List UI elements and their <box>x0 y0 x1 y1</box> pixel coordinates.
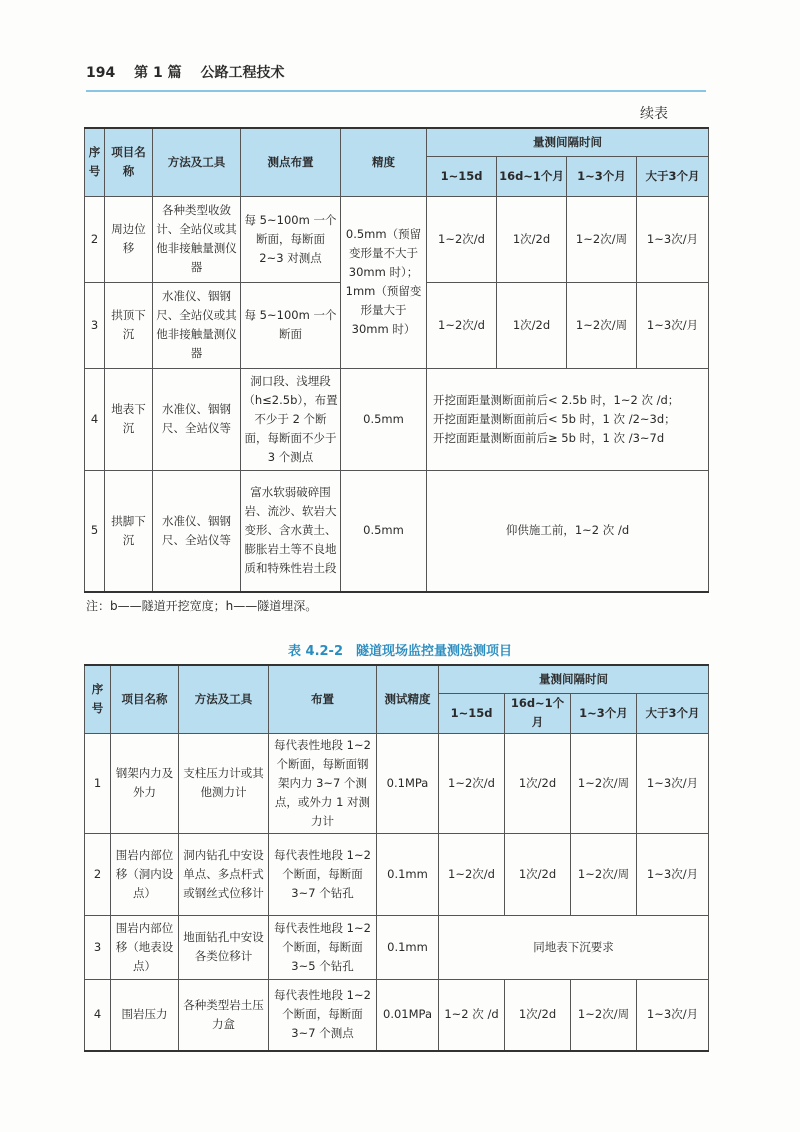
page-number: 194 <box>86 65 116 81</box>
merged-interval: 同地表下沉要求 <box>439 915 709 979</box>
row-precision: 0.01MPa <box>377 979 439 1051</box>
row-no: 4 <box>85 368 105 470</box>
row-method: 水准仪、铟钢尺、全站仪等 <box>153 470 241 592</box>
row-interval-4: 1~3次/月 <box>637 282 709 368</box>
row-no: 5 <box>85 470 105 592</box>
row-method: 各种类型岩土压力盒 <box>179 979 269 1051</box>
header-points: 布置 <box>269 665 377 733</box>
row-no: 3 <box>85 282 105 368</box>
row-interval-4: 1~3次/月 <box>637 733 709 833</box>
merged-interval <box>427 368 709 470</box>
merged-line: 开挖面距量测断面前后< 2.5b 时，1~2 次 /d； <box>433 392 680 407</box>
row-points: 每代表性地段 1~2 个断面，每断面 3~7 个测点 <box>269 979 377 1051</box>
row-interval-2: 1次/2d <box>505 979 571 1051</box>
header-precision: 精度 <box>341 128 427 196</box>
merged-line: 开挖面距量测断面前后≥ 5b 时，1 次 /3~7d <box>433 430 665 445</box>
row-no: 4 <box>85 979 111 1051</box>
section-title: 公路工程技术 <box>200 65 285 81</box>
row-method: 洞内钻孔中安设单点、多点杆式或钢丝式位移计 <box>179 833 269 915</box>
row-item: 围岩压力 <box>111 979 179 1051</box>
row-item: 围岩内部位移（地表设点） <box>111 915 179 979</box>
header-method: 方法及工具 <box>153 128 241 196</box>
row-interval-1: 1~2次/d <box>427 282 497 368</box>
row-interval-1: 1~2 次 /d <box>439 979 505 1051</box>
row-interval-3: 1~2次/周 <box>567 282 637 368</box>
row-interval-2: 1次/2d <box>505 733 571 833</box>
row-points: 洞口段、浅埋段（h≤2.5b），布置不少于 2 个断面，每断面不少于 3 个测点 <box>241 368 341 470</box>
row-item: 拱脚下沉 <box>105 470 153 592</box>
header-interval-4: 大于3个月 <box>637 693 709 733</box>
header-interval-1: 1~15d <box>427 156 497 196</box>
table-note: 注：b——隧道开挖宽度；h——隧道埋深。 <box>86 599 318 613</box>
header-interval-3: 1~3个月 <box>571 693 637 733</box>
row-method: 水准仪、铟钢尺、全站仪或其他非接触量测仪器 <box>153 282 241 368</box>
row-item: 周边位移 <box>105 196 153 282</box>
row-no: 3 <box>85 915 111 979</box>
header-rule <box>86 90 706 92</box>
table-caption: 表 4.2-2 隧道现场监控量测选测项目 <box>288 644 512 659</box>
row-item: 围岩内部位移（洞内设点） <box>111 833 179 915</box>
row-interval-3: 1~2次/周 <box>571 733 637 833</box>
header-points: 测点布置 <box>241 128 341 196</box>
row-precision: 0.1mm <box>377 915 439 979</box>
header-interval-2: 16d~1个月 <box>505 693 571 733</box>
table-row <box>85 196 709 282</box>
table-row <box>85 833 709 915</box>
row-interval-4: 1~3次/月 <box>637 979 709 1051</box>
table-row <box>85 470 709 592</box>
header-interval-2: 16d~1个月 <box>497 156 567 196</box>
row-interval-1: 1~2次/d <box>439 833 505 915</box>
header-no: 序号 <box>85 665 111 733</box>
row-points: 每 5~100m 一个断面，每断面 2~3 对测点 <box>241 196 341 282</box>
row-interval-2: 1次/2d <box>497 282 567 368</box>
row-interval-3: 1~2次/周 <box>567 196 637 282</box>
row-no: 2 <box>85 196 105 282</box>
row-interval-3: 1~2次/周 <box>571 833 637 915</box>
optional-monitoring-table <box>84 664 709 1052</box>
row-points: 每代表性地段 1~2 个断面，每断面 3~5 个钻孔 <box>269 915 377 979</box>
row-precision: 0.5mm <box>341 470 427 592</box>
table-row <box>85 915 709 979</box>
row-points: 富水软弱破碎围岩、流沙、软岩大变形、含水黄土、膨胀岩土等不良地质和特殊性岩土段 <box>241 470 341 592</box>
header-item: 项目名称 <box>105 128 153 196</box>
row-interval-4: 1~3次/月 <box>637 833 709 915</box>
row-points: 每 5~100m 一个断面 <box>241 282 341 368</box>
merged-interval: 仰供施工前，1~2 次 /d <box>427 470 709 592</box>
row-item: 地表下沉 <box>105 368 153 470</box>
header-interval-1: 1~15d <box>439 693 505 733</box>
row-interval-4: 1~3次/月 <box>637 196 709 282</box>
page-header <box>86 62 298 82</box>
header-interval: 量测间隔时间 <box>439 665 709 693</box>
row-interval-1: 1~2次/d <box>439 733 505 833</box>
monitoring-table-continued <box>84 127 709 593</box>
table-row <box>85 979 709 1051</box>
row-precision: 0.1MPa <box>377 733 439 833</box>
row-item: 钢架内力及外力 <box>111 733 179 833</box>
row-item: 拱顶下沉 <box>105 282 153 368</box>
header-interval-3: 1~3个月 <box>567 156 637 196</box>
row-method: 支柱压力计或其他测力计 <box>179 733 269 833</box>
row-method: 地面钻孔中安设各类位移计 <box>179 915 269 979</box>
header-method: 方法及工具 <box>179 665 269 733</box>
header-item: 项目名称 <box>111 665 179 733</box>
shared-precision: 0.5mm（预留变形量不大于 30mm 时）；1mm（预留变形量大于 30mm 时） <box>341 196 427 368</box>
row-points: 每代表性地段 1~2 个断面，每断面 3~7 个钻孔 <box>269 833 377 915</box>
header-precision: 测试精度 <box>377 665 439 733</box>
row-precision: 0.1mm <box>377 833 439 915</box>
merged-line: 开挖面距量测断面前后< 5b 时，1 次 /2~3d； <box>433 411 676 426</box>
row-precision: 0.5mm <box>341 368 427 470</box>
header-interval-4: 大于3个月 <box>637 156 709 196</box>
row-points: 每代表性地段 1~2 个断面，每断面钢架内力 3~7 个测点，或外力 1 对测力计 <box>269 733 377 833</box>
row-interval-2: 1次/2d <box>505 833 571 915</box>
row-interval-3: 1~2次/周 <box>571 979 637 1051</box>
row-method: 水准仪、铟钢尺、全站仪等 <box>153 368 241 470</box>
row-method: 各种类型收敛计、全站仪或其他非接触量测仪器 <box>153 196 241 282</box>
header-no: 序号 <box>85 128 105 196</box>
part-label: 第 1 篇 <box>134 65 182 81</box>
table-row <box>85 368 709 470</box>
row-interval-2: 1次/2d <box>497 196 567 282</box>
row-interval-1: 1~2次/d <box>427 196 497 282</box>
row-no: 1 <box>85 733 111 833</box>
continued-label: 续表 <box>640 106 668 122</box>
table-row <box>85 733 709 833</box>
header-interval: 量测间隔时间 <box>427 128 709 156</box>
row-no: 2 <box>85 833 111 915</box>
